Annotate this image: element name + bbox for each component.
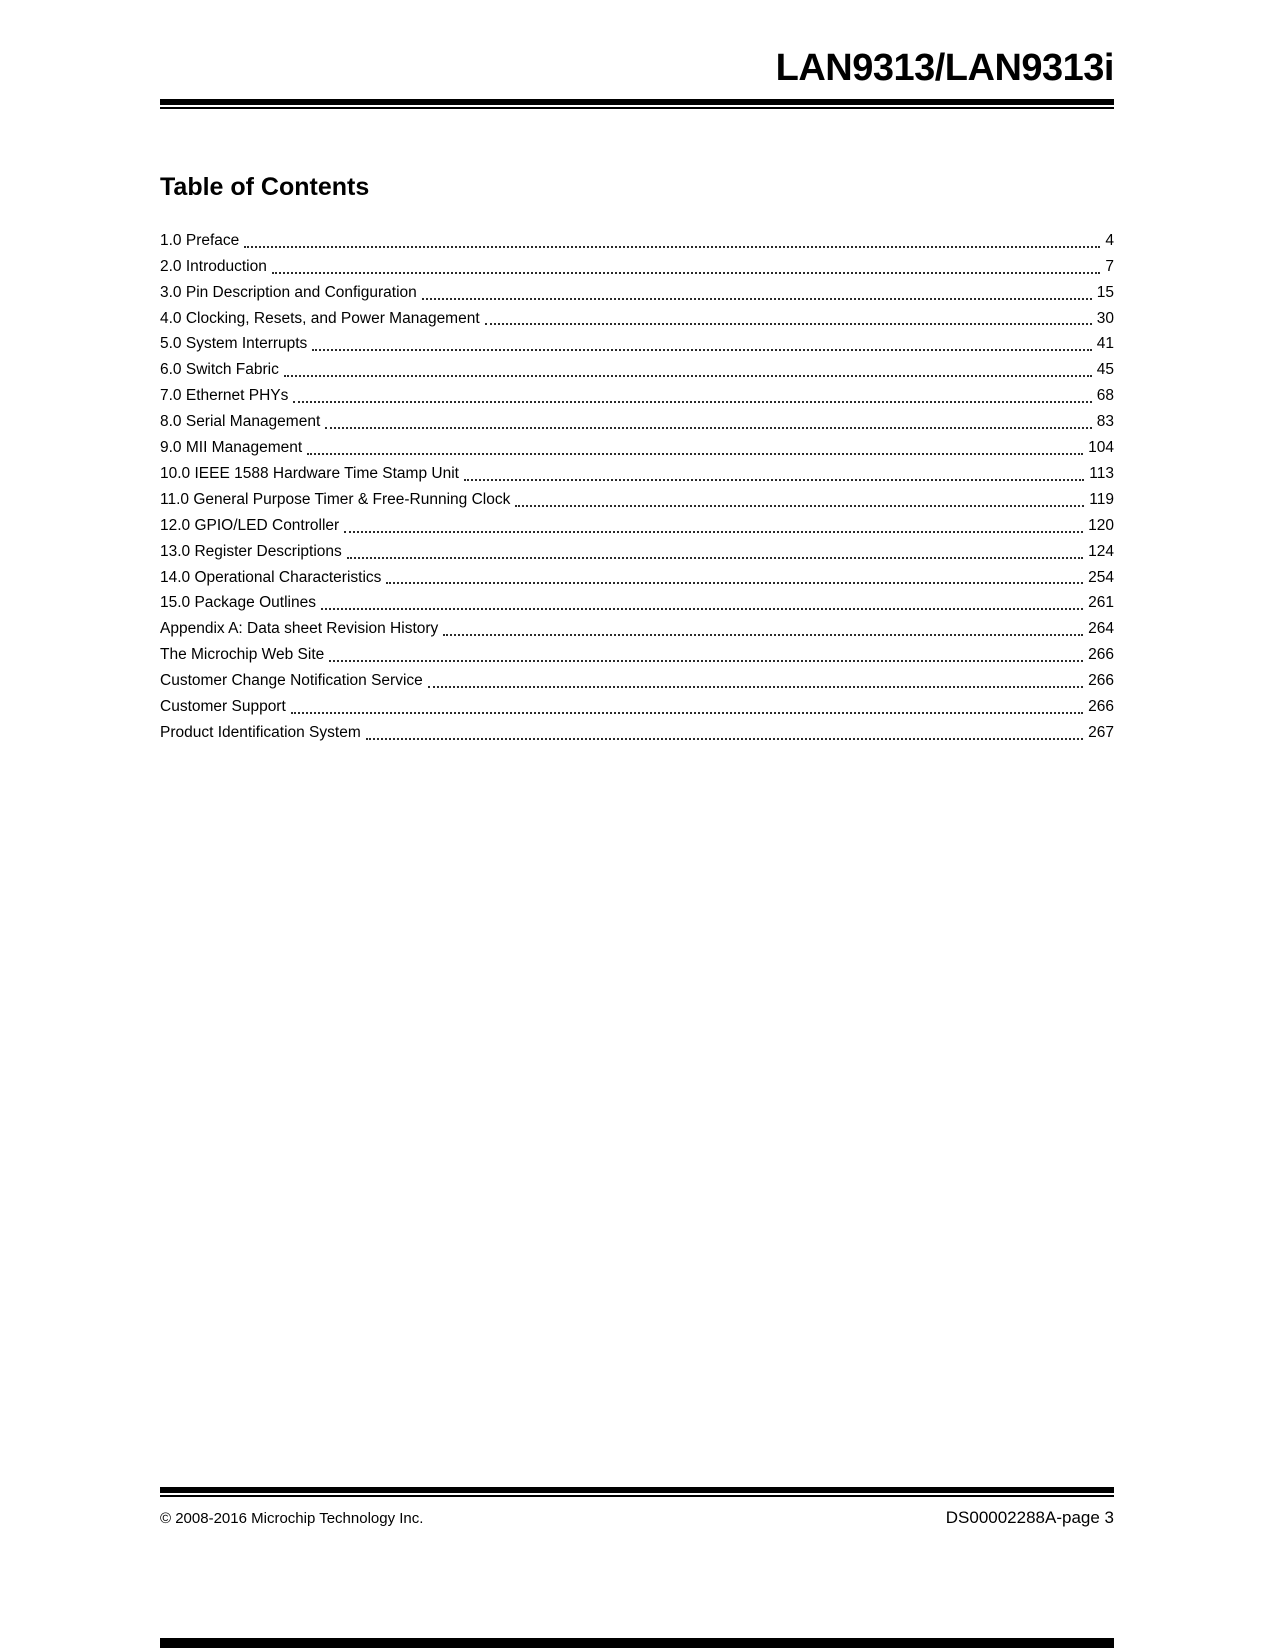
dot-leader [464,479,1084,481]
toc-entry[interactable] [160,539,1114,565]
toc-entry-label[interactable]: 13.0 Register Descriptions [160,542,342,560]
toc-entry[interactable] [160,383,1114,409]
toc-entry[interactable] [160,461,1114,487]
toc-entry-page: 266 [1088,698,1114,716]
toc-entry-label[interactable]: Customer Support [160,698,286,716]
toc-entry[interactable] [160,409,1114,435]
footer-doc-id: DS00002288A-page 3 [945,1508,1114,1527]
toc [160,228,1114,746]
dot-leader [386,582,1083,584]
dot-leader [325,427,1091,429]
dot-leader [443,634,1083,636]
toc-entry-label[interactable]: 15.0 Package Outlines [160,594,316,612]
dot-leader [428,686,1083,688]
toc-entry[interactable] [160,565,1114,591]
toc-entry-page: 68 [1096,387,1114,405]
header-rule [160,99,1114,109]
dot-leader [293,401,1091,403]
toc-entry-label[interactable]: Appendix A: Data sheet Revision History [160,620,439,638]
dot-leader [291,712,1083,714]
toc-entry-page: 4 [1105,231,1114,249]
dot-leader [244,246,1100,248]
toc-entry-page: 7 [1105,257,1114,275]
toc-entry-page: 266 [1088,646,1114,664]
toc-entry-page: 254 [1088,568,1114,586]
toc-entry-page: 261 [1088,594,1114,612]
footer-rule-thick [160,1487,1114,1493]
toc-entry-page: 30 [1096,309,1114,327]
toc-entry-page: 45 [1096,361,1114,379]
toc-entry-page: 83 [1096,413,1114,431]
dot-leader [515,505,1084,507]
page-content [160,0,1114,746]
toc-entry-label[interactable]: 1.0 Preface [160,231,240,249]
toc-entry-page: 104 [1088,439,1114,457]
toc-entry-label[interactable]: 12.0 GPIO/LED Controller [160,516,340,534]
toc-entry-label[interactable]: 10.0 IEEE 1588 Hardware Time Stamp Unit [160,464,459,482]
dot-leader [344,531,1083,533]
toc-entry-label[interactable]: 9.0 MII Management [160,439,303,457]
toc-entry-page: 119 [1089,490,1114,508]
footer-copyright: © 2008-2016 Microchip Technology Inc. [160,1510,424,1527]
toc-entry-label[interactable]: 4.0 Clocking, Resets, and Power Management [160,309,480,327]
header-rule-thick [160,99,1114,105]
dot-leader [307,453,1083,455]
toc-heading: Table of Contents [160,172,370,201]
toc-entry-page: 267 [1088,724,1114,742]
page-footer [160,1508,1114,1528]
toc-entry-page: 41 [1096,335,1114,353]
toc-entry-label[interactable]: 14.0 Operational Characteristics [160,568,382,586]
page-bottom-bar [160,1638,1114,1648]
dot-leader [347,557,1083,559]
toc-entry[interactable] [160,435,1114,461]
toc-entry-page: 264 [1088,620,1114,638]
toc-entry[interactable] [160,694,1114,720]
toc-entry-page: 15 [1096,283,1114,301]
toc-entry-label[interactable]: 6.0 Switch Fabric [160,361,279,379]
toc-entry-label[interactable]: 11.0 General Purpose Timer & Free-Running Clock [160,490,511,508]
toc-entry-label[interactable]: 7.0 Ethernet PHYs [160,387,289,405]
toc-entry[interactable] [160,487,1114,513]
toc-entry-label[interactable]: 3.0 Pin Description and Configuration [160,283,417,301]
toc-entry[interactable] [160,254,1114,280]
toc-entry-label[interactable]: The Microchip Web Site [160,646,325,664]
dot-leader [312,349,1091,351]
dot-leader [321,608,1083,610]
dot-leader [422,298,1092,300]
dot-leader [284,375,1092,377]
footer-rule [160,1487,1114,1497]
dot-leader [485,323,1092,325]
toc-entry[interactable] [160,357,1114,383]
toc-entry[interactable] [160,642,1114,668]
toc-entry[interactable] [160,306,1114,332]
header-rule-thin [160,107,1114,109]
toc-entry-page: 113 [1089,464,1114,482]
toc-entry-label[interactable]: Product Identification System [160,724,361,742]
toc-entry-label[interactable]: 5.0 System Interrupts [160,335,308,353]
toc-entry-page: 124 [1088,542,1114,560]
dot-leader [366,738,1083,740]
toc-entry-page: 266 [1088,672,1114,690]
toc-entry[interactable] [160,668,1114,694]
toc-entry-label[interactable]: 2.0 Introduction [160,257,267,275]
toc-entry[interactable] [160,590,1114,616]
toc-entry[interactable] [160,513,1114,539]
toc-entry-label[interactable]: 8.0 Serial Management [160,413,321,431]
toc-entry[interactable] [160,720,1114,746]
toc-entry[interactable] [160,280,1114,306]
page-title: LAN9313/LAN9313i [775,47,1114,89]
toc-entry-label[interactable]: Customer Change Notification Service [160,672,423,690]
toc-entry[interactable] [160,616,1114,642]
dot-leader [272,272,1101,274]
dot-leader [329,660,1083,662]
footer-rule-thin [160,1495,1114,1497]
toc-entry[interactable] [160,331,1114,357]
toc-entry[interactable] [160,228,1114,254]
toc-entry-page: 120 [1088,516,1114,534]
